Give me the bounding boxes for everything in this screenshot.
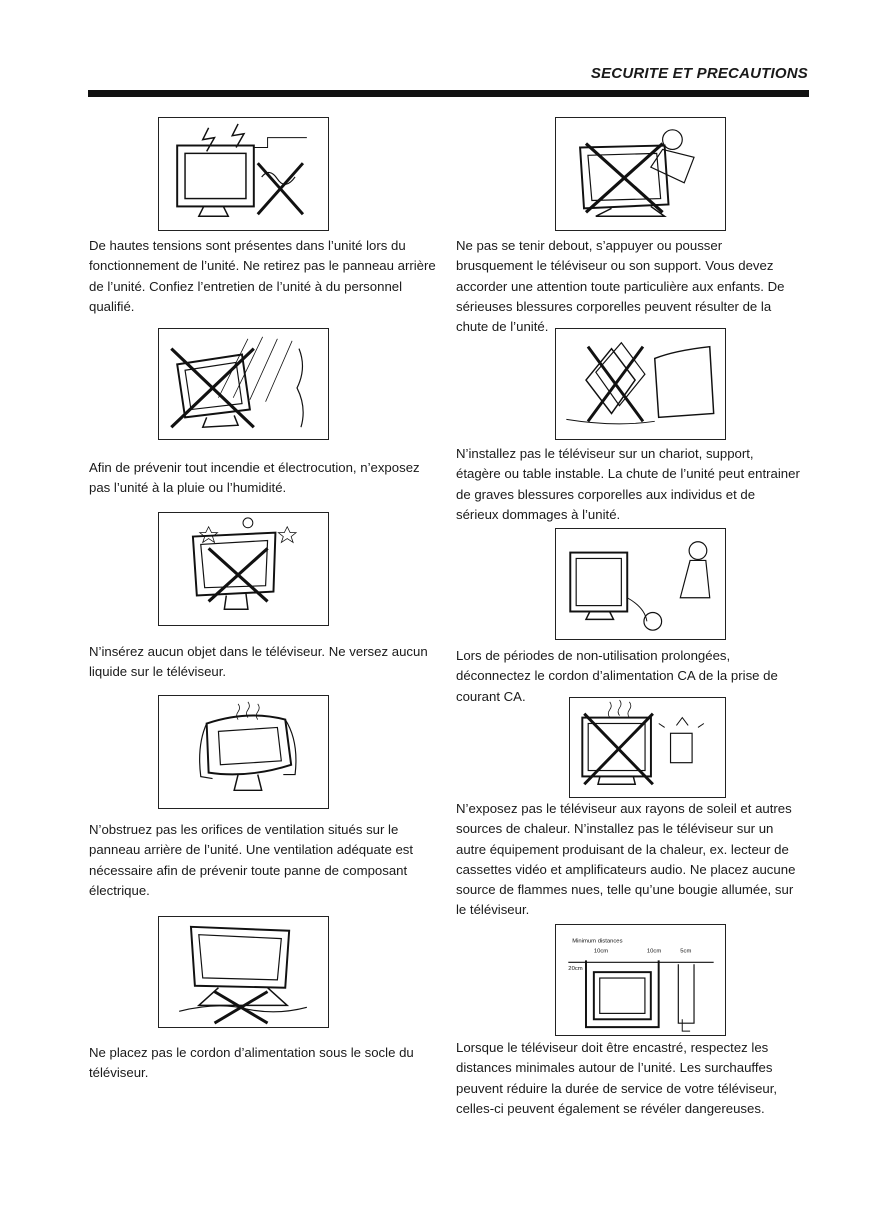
distance-top-left: 10cm [593,948,609,955]
distance-left: 20cm [568,966,583,973]
warning-objects-liquids: N’insérez aucun objet dans le téléviseur. Ne versez aucun liquide sur le téléviseur. [89,644,428,680]
child-push-illustration [555,117,726,231]
warning-rain-humidity: Afin de prévenir tout incendie et électrocution, n’exposez pas l’unité à la pluie ou l’humidité. [89,460,420,496]
warning-built-in-clearance: Lorsque le téléviseur doit être encastré, respectez les distances minimales autour de l’unité. Les surchauffes peuvent réduire la durée de service de votre téléviseur, celles-ci peuvent également se révéler dangereuses. [456,1040,778,1116]
high-voltage-illustration [158,117,329,231]
distance-side: 5cm [680,948,692,955]
distance-top-right: 10cm [646,948,662,955]
warning-unstable-stand: N’installez pas le téléviseur sur un chariot, support, étagère ou table instable. La chute de l’unité peut entrainer de graves blessures corporelles aux individus et de sérieux dommages à l’unité. [456,446,800,522]
warning-heat-source: N’exposez pas le téléviseur aux rayons de soleil et autres sources de chaleur. N’installez pas le téléviseur sur un autre équipement produisant de la chaleur, ex. lecteur de cassettes vidéo et amplificateurs audio. Ne placez aucune source de flammes nues, telle qu’une bougie allumée, sur le téléviseur. [456,801,796,918]
minimum-distances-illustration [555,924,726,1036]
unstable-stand-illustration [555,328,726,440]
power-cord-illustration [158,916,329,1028]
warning-ventilation: N’obstruez pas les orifices de ventilation situés sur le panneau arrière de l’unité. Une ventilation adéquate est nécessaire afin de prévenir toute panne de composant électrique. [89,822,414,898]
heat-source-illustration [569,697,726,798]
warning-unplug: Lors de périodes de non-utilisation prolongées, déconnectez le cordon d’alimentation CA de la prise de courant CA. [456,648,778,704]
objects-liquids-illustration [158,512,329,626]
warning-child-push: Ne pas se tenir debout, s’appuyer ou pousser brusquement le téléviseur ou son support. Vous devez accorder une attention toute particulière aux enfants. De sérieuses blessures corporelles peuvent résulter de la chute de l’unité. [456,238,785,335]
ventilation-illustration [158,695,329,809]
page-title: SECURITE ET PRECAUTIONS [590,65,808,82]
warning-high-voltage: De hautes tensions sont présentes dans l’unité lors du fonctionnement de l’unité. Ne retirez pas le panneau arrière de l’unité. Confiez l’entretien de l’unité à du personnel qualifié. [89,238,436,314]
warning-power-cord: Ne placez pas le cordon d’alimentation sous le socle du téléviseur. [89,1045,414,1081]
unplug-illustration [555,528,726,640]
distance-title: Minimum distances [572,938,623,945]
rain-humidity-illustration [158,328,329,440]
header-rule [88,90,809,97]
